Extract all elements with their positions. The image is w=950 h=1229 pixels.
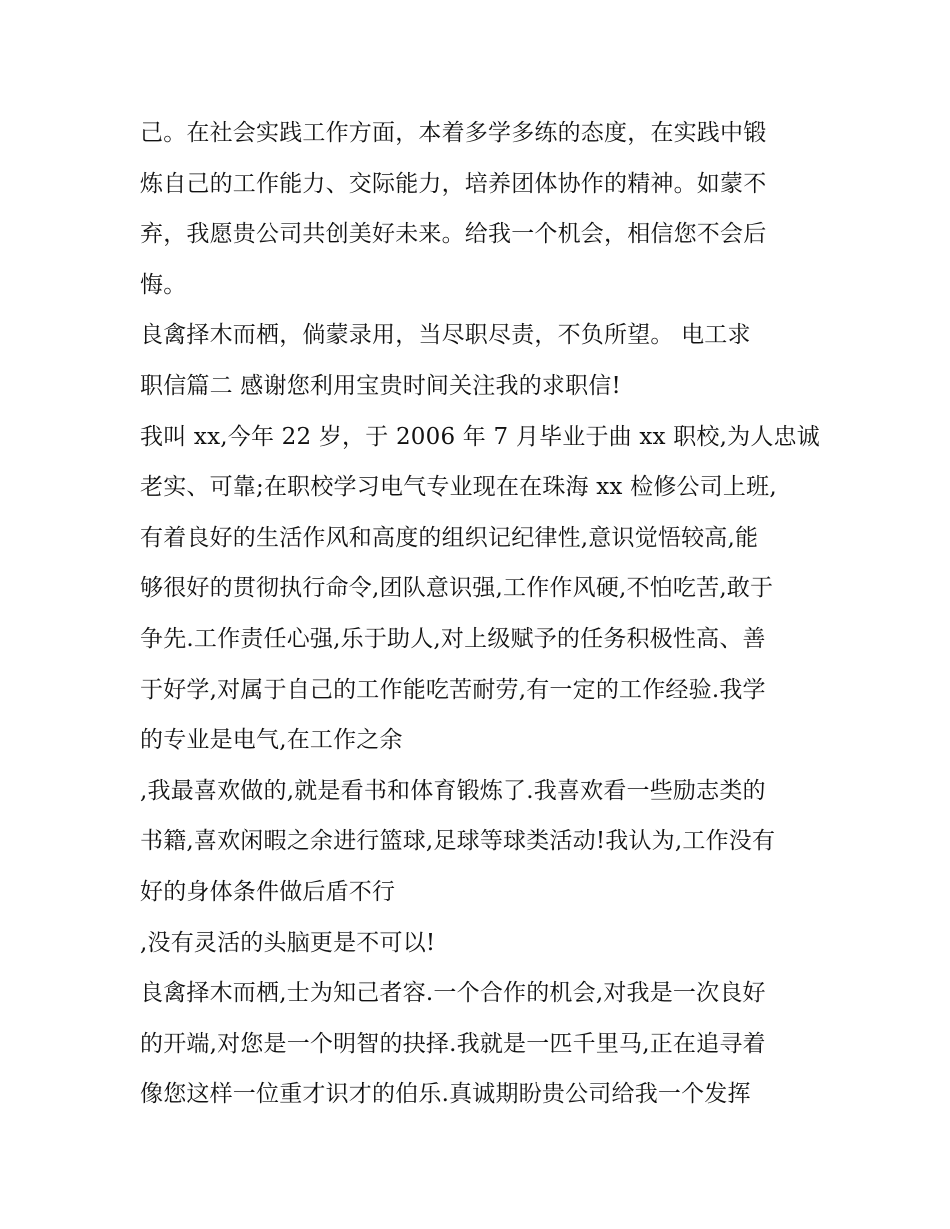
text-line: 够很好的贯彻执行命令,团队意识强,工作作风硬,不怕吃苦,敢于	[140, 575, 774, 602]
text-line: 好的身体条件做后盾不行	[140, 878, 396, 905]
text-line: 职信篇二 感谢您利用宝贵时间关注我的求职信!	[140, 372, 621, 399]
text-line: 悔。	[140, 271, 187, 298]
text-line: 有着良好的生活作风和高度的组织记纪律性,意识觉悟较高,能	[140, 524, 759, 551]
text-line: 争先.工作责任心强,乐于助人,对上级赋予的任务积极性高、善	[140, 625, 766, 652]
text-line: 良禽择木而栖,士为知己者容.一个合作的机会,对我是一次良好	[140, 980, 766, 1007]
text-line: 弃，我愿贵公司共创美好未来。给我一个机会，相信您不会后	[140, 221, 767, 248]
text-line: 的专业是电气,在工作之余	[140, 727, 403, 754]
text-line: 己。在社会实践工作方面，本着多学多练的态度，在实践中锻	[140, 120, 767, 146]
text-line: 良禽择木而栖，倘蒙录用，当尽职尽责，不负所望。 电工求	[140, 322, 751, 349]
text-line: 我叫 xx,今年 22 岁，于 2006 年 7 月毕业于曲 xx 职校,为人忠诚	[140, 423, 820, 450]
text-line: ,没有灵活的头脑更是不可以!	[140, 929, 436, 956]
text-line: 于好学,对属于自己的工作能吃苦耐劳,有一定的工作经验.我学	[140, 676, 766, 703]
text-line: 的开端,对您是一个明智的抉择.我就是一匹千里马,正在追寻着	[140, 1030, 766, 1057]
text-line: ,我最喜欢做的,就是看书和体育锻炼了.我喜欢看一些励志类的	[140, 777, 766, 804]
text-line: 老实、可靠;在职校学习电气专业现在在珠海 xx 检修公司上班,	[140, 474, 777, 501]
body-text	[140, 108, 820, 1120]
text-line: 像您这样一位重才识才的伯乐.真诚期盼贵公司给我一个发挥	[140, 1081, 751, 1108]
text-line: 炼自己的工作能力、交际能力，培养团体协作的精神。如蒙不	[140, 170, 767, 197]
text-line: 书籍,喜欢闲暇之余进行篮球,足球等球类活动!我认为,工作没有	[140, 828, 776, 855]
